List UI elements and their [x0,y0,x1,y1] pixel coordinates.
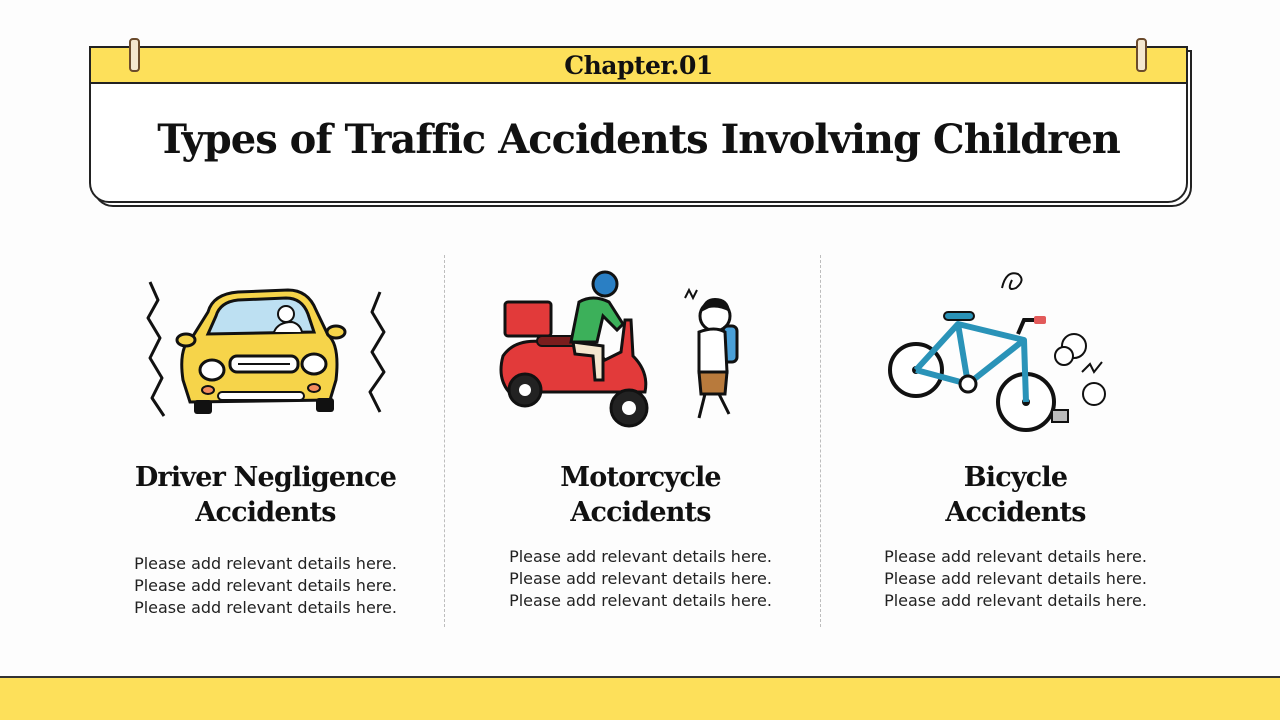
card-bicycle [828,250,1203,630]
column-divider [820,255,821,627]
card-title-line2: Accidents [945,497,1086,528]
detail-line: Please add relevant details here. [134,576,397,595]
card-details [453,546,828,612]
card-motorcycle [453,250,828,630]
detail-line: Please add relevant details here. [509,569,772,588]
card-title-line1: Motorcycle [560,462,721,493]
scooter-and-child-icon [453,260,828,440]
detail-line: Please add relevant details here. [134,554,397,573]
bicycle-crash-icon [828,260,1203,440]
detail-line: Please add relevant details here. [509,547,772,566]
detail-line: Please add relevant details here. [509,591,772,610]
detail-line: Please add relevant details here. [884,591,1147,610]
card-title-line1: Bicycle [963,462,1068,493]
card-title-line2: Accidents [570,497,711,528]
card-driver-negligence [78,250,453,630]
card-title [453,460,828,530]
card-details [828,546,1203,612]
chapter-label: Chapter.01 [564,50,713,80]
detail-line: Please add relevant details here. [134,598,397,617]
footer-band [0,676,1280,720]
detail-line: Please add relevant details here. [884,547,1147,566]
card-title [828,460,1203,530]
page-title: Types of Traffic Accidents Involving Children [157,116,1120,163]
title-banner [89,46,1188,203]
card-title-line2: Accidents [195,497,336,528]
left-pin-icon [129,38,140,72]
card-title-line1: Driver Negligence [134,462,397,493]
car-icon [78,260,453,440]
right-pin-icon [1136,38,1147,72]
banner-header-strip [91,48,1186,84]
column-divider [444,255,445,627]
card-title [78,460,453,530]
card-details [78,553,453,619]
detail-line: Please add relevant details here. [884,569,1147,588]
